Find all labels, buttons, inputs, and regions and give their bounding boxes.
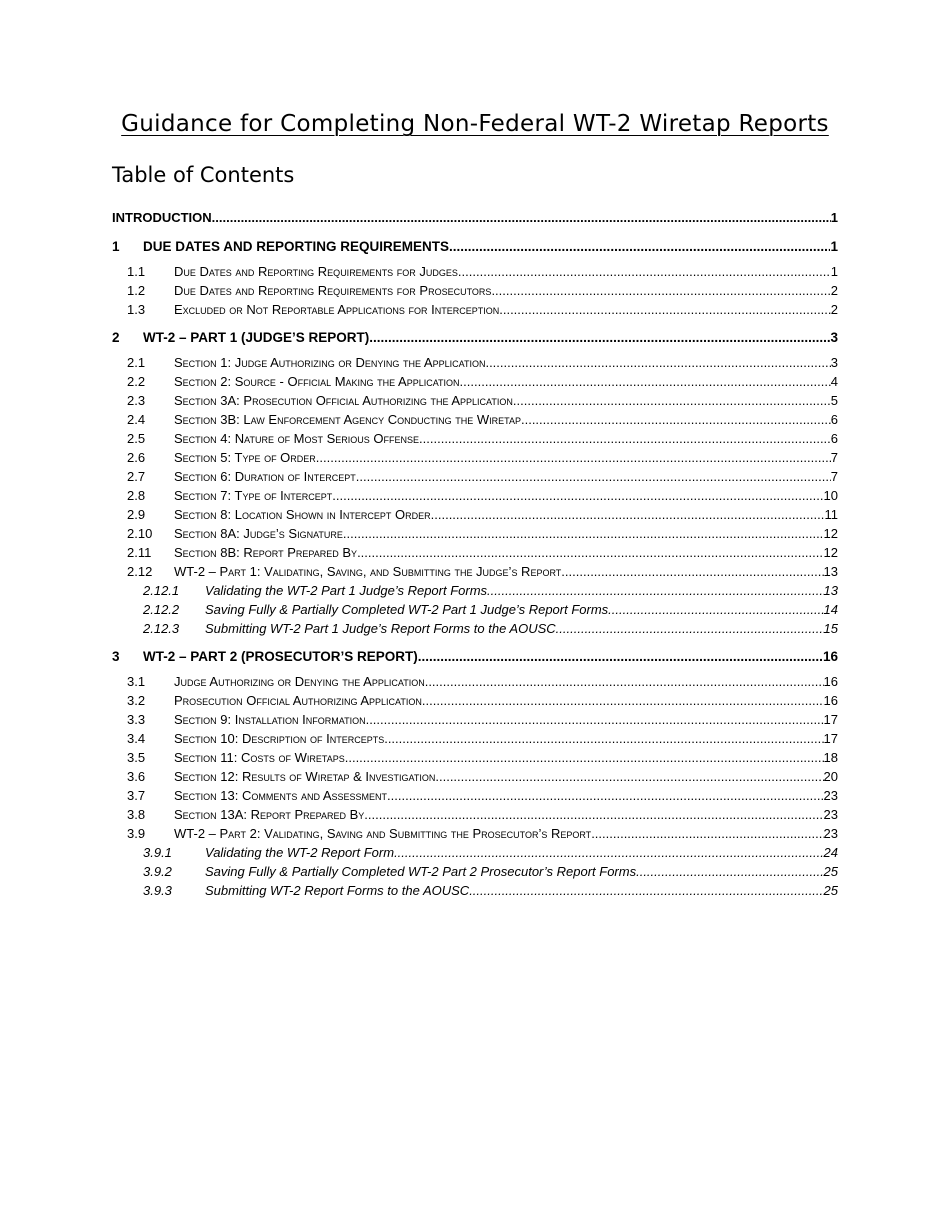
toc-entry-2-12[interactable]: [112, 562, 838, 581]
toc-entry-page: 7: [830, 469, 838, 484]
toc-entry-page: 23: [823, 826, 838, 841]
toc-entry-number: 1: [112, 239, 120, 254]
toc-entry-page: 13: [823, 583, 838, 598]
toc-entry-page: 3: [830, 355, 838, 370]
dot-leader: [591, 824, 823, 843]
toc-entry-number: 3.8: [127, 807, 146, 822]
toc-entry-3-4[interactable]: [112, 729, 838, 748]
toc-entry-section-3[interactable]: [112, 647, 838, 667]
toc-entry-page: 15: [823, 621, 838, 636]
toc-entry-2-1[interactable]: [112, 353, 838, 372]
toc-entry-title: Section 13A: Report Prepared By: [174, 807, 365, 822]
dot-leader: [332, 486, 823, 505]
toc-entry-2-12-1[interactable]: [112, 581, 838, 600]
toc-entry-number: 3.6: [127, 769, 146, 784]
toc-entry-page: 1: [830, 264, 838, 279]
dot-leader: [343, 524, 824, 543]
toc-entry-2-3[interactable]: [112, 391, 838, 410]
toc-entry-page: 16: [823, 693, 838, 708]
toc-entry-title: Prosecution Official Authorizing Application: [174, 693, 422, 708]
toc-entry-title: Section 9: Installation Information: [174, 712, 366, 727]
toc-entry-number: 2.12.1: [143, 583, 180, 598]
toc-entry-title: INTRODUCTION: [112, 210, 212, 225]
dot-leader: [345, 748, 824, 767]
toc-entry-page: 1: [830, 210, 838, 225]
toc-entry-title: WT-2 – PART 1 (JUDGE’S REPORT): [143, 330, 370, 345]
toc-entry-title: Section 5: Type of Order: [174, 450, 316, 465]
toc-entry-title: Section 8B: Report Prepared By: [174, 545, 358, 560]
toc-entry-title: Section 6: Duration of Intercept: [174, 469, 356, 484]
toc-entry-title: Section 11: Costs of Wiretaps: [174, 750, 345, 765]
toc-entry-number: 2.8: [127, 488, 146, 503]
toc-entry-page: 23: [823, 788, 838, 803]
toc-entry-title: Submitting WT-2 Part 1 Judge’s Report Forms to the AOUSC: [205, 621, 556, 636]
toc-entry-number: 2.12.3: [143, 621, 180, 636]
toc-entry-2-12-3[interactable]: [112, 619, 838, 638]
toc-entry-title: Section 3B: Law Enforcement Agency Conducting the Wiretap: [174, 412, 521, 427]
dot-leader: [513, 391, 831, 410]
toc-entry-title: Section 4: Nature of Most Serious Offense: [174, 431, 420, 446]
toc-entry-number: 3.9: [127, 826, 146, 841]
dot-leader: [449, 237, 830, 257]
dot-leader: [487, 581, 823, 600]
toc-entry-section-2[interactable]: [112, 328, 838, 348]
toc-entry-3-9[interactable]: [112, 824, 838, 843]
toc-entry-page: 2: [830, 302, 838, 317]
toc-entry-title: Section 3A: Prosecution Official Authorizing the Application: [174, 393, 513, 408]
toc-entry-2-4[interactable]: [112, 410, 838, 429]
toc-entry-3-5[interactable]: [112, 748, 838, 767]
toc-entry-page: 25: [823, 883, 838, 898]
toc-entry-2-8[interactable]: [112, 486, 838, 505]
toc-entry-3-9-2[interactable]: [112, 862, 838, 881]
toc-entry-page: 17: [823, 712, 838, 727]
dot-leader: [356, 467, 831, 486]
toc-entry-title: Due Dates and Reporting Requirements for Judges: [174, 264, 458, 279]
dot-leader: [394, 843, 823, 862]
toc-entry-title: Section 2: Source - Official Making the Application: [174, 374, 460, 389]
toc-entry-number: 3.2: [127, 693, 146, 708]
toc-entry-3-9-1[interactable]: [112, 843, 838, 862]
toc-entry-number: 3: [112, 649, 120, 664]
toc-entry-2-12-2[interactable]: [112, 600, 838, 619]
toc-entry-1-3[interactable]: [112, 300, 838, 319]
toc-entry-3-8[interactable]: [112, 805, 838, 824]
toc-entry-page: 4: [830, 374, 838, 389]
toc-entry-number: 3.4: [127, 731, 146, 746]
dot-leader: [435, 767, 823, 786]
dot-leader: [491, 281, 830, 300]
toc-entry-page: 16: [822, 649, 838, 664]
dot-leader: [384, 729, 823, 748]
toc-entry-number: 1.3: [127, 302, 146, 317]
dot-leader: [458, 262, 831, 281]
toc-entry-title: Judge Authorizing or Denying the Application: [174, 674, 425, 689]
toc-entry-3-1[interactable]: [112, 672, 838, 691]
dot-leader: [431, 505, 825, 524]
dot-leader: [369, 328, 830, 348]
toc-entry-number: 2.3: [127, 393, 146, 408]
toc-entry-page: 2: [830, 283, 838, 298]
toc-entry-page: 24: [823, 845, 838, 860]
dot-leader: [636, 862, 823, 881]
toc-entry-2-5[interactable]: [112, 429, 838, 448]
toc-entry-title: Validating the WT-2 Report Form: [205, 845, 395, 860]
toc-entry-title: WT-2 – Part 1: Validating, Saving, and Submitting the Judge’s Report: [174, 564, 562, 579]
toc-entry-2-10[interactable]: [112, 524, 838, 543]
toc-entry-number: 2.11: [127, 545, 152, 560]
toc-entry-page: 13: [823, 564, 838, 579]
toc-entry-number: 1.1: [127, 264, 146, 279]
toc-entry-page: 5: [830, 393, 838, 408]
toc-entry-page: 23: [823, 807, 838, 822]
dot-leader: [422, 691, 824, 710]
toc-entry-1-1[interactable]: [112, 262, 838, 281]
toc-entry-number: 2.7: [127, 469, 146, 484]
toc-entry-title: Section 1: Judge Authorizing or Denying the Application: [174, 355, 486, 370]
toc-entry-page: 14: [823, 602, 838, 617]
document-title-text: Guidance for Completing Non-Federal WT-2 Wiretap Reports: [121, 111, 829, 137]
toc-entry-title: Excluded or Not Reportable Applications for Interception: [174, 302, 500, 317]
toc-entry-page: 17: [823, 731, 838, 746]
toc-entry-title: WT-2 – Part 2: Validating, Saving and Submitting the Prosecutor’s Report: [174, 826, 592, 841]
table-of-contents: [112, 208, 838, 900]
toc-entry-title: Validating the WT-2 Part 1 Judge’s Report Forms: [205, 583, 488, 598]
dot-leader: [561, 562, 823, 581]
dot-leader: [357, 543, 823, 562]
toc-entry-3-2[interactable]: [112, 691, 838, 710]
toc-entry-title: Section 7: Type of Intercept: [174, 488, 333, 503]
toc-entry-number: 2.5: [127, 431, 146, 446]
toc-entry-page: 12: [823, 526, 838, 541]
toc-entry-3-6[interactable]: [112, 767, 838, 786]
toc-entry-title: WT-2 – PART 2 (PROSECUTOR’S REPORT): [143, 649, 418, 664]
dot-leader: [485, 353, 830, 372]
dot-leader: [469, 881, 823, 900]
toc-entry-title: DUE DATES AND REPORTING REQUIREMENTS: [143, 239, 450, 254]
toc-entry-page: 1: [830, 239, 838, 254]
dot-leader: [425, 672, 824, 691]
dot-leader: [499, 300, 831, 319]
dot-leader: [366, 710, 824, 729]
toc-entry-title: Saving Fully & Partially Completed WT-2 Part 2 Prosecutor’s Report Forms: [205, 864, 637, 879]
toc-entry-page: 6: [830, 412, 838, 427]
toc-entry-number: 2.12.2: [143, 602, 180, 617]
toc-entry-number: 2.2: [127, 374, 146, 389]
toc-entry-page: 12: [823, 545, 838, 560]
toc-entry-title: Submitting WT-2 Report Forms to the AOUSC: [205, 883, 470, 898]
dot-leader: [316, 448, 831, 467]
toc-entry-page: 6: [830, 431, 838, 446]
toc-entry-3-9-3[interactable]: [112, 881, 838, 900]
toc-entry-title: Section 10: Description of Intercepts: [174, 731, 385, 746]
toc-entry-title: Section 13: Comments and Assessment: [174, 788, 388, 803]
dot-leader: [608, 600, 823, 619]
toc-entry-number: 3.5: [127, 750, 146, 765]
toc-entry-title: Due Dates and Reporting Requirements for Prosecutors: [174, 283, 492, 298]
toc-entry-number: 3.1: [127, 674, 146, 689]
dot-leader: [364, 805, 823, 824]
toc-entry-page: 3: [830, 330, 838, 345]
toc-entry-number: 2.12: [127, 564, 153, 579]
toc-entry-page: 10: [823, 488, 838, 503]
dot-leader: [521, 410, 831, 429]
toc-entry-introduction[interactable]: [112, 208, 838, 228]
dot-leader: [460, 372, 831, 391]
dot-leader: [418, 647, 823, 667]
toc-entry-page: 18: [823, 750, 838, 765]
toc-entry-title: Section 12: Results of Wiretap & Investigation: [174, 769, 436, 784]
toc-entry-2-9[interactable]: [112, 505, 838, 524]
toc-entry-title: Section 8A: Judge’s Signature: [174, 526, 343, 541]
toc-entry-title: Saving Fully & Partially Completed WT-2 Part 1 Judge’s Report Forms: [205, 602, 609, 617]
dot-leader: [556, 619, 824, 638]
dot-leader: [419, 429, 831, 448]
toc-entry-number: 2.10: [127, 526, 153, 541]
document-title: [0, 111, 950, 137]
toc-entry-2-11[interactable]: [112, 543, 838, 562]
toc-entry-section-1[interactable]: [112, 237, 838, 257]
toc-entry-3-3[interactable]: [112, 710, 838, 729]
toc-entry-page: 7: [830, 450, 838, 465]
toc-entry-page: 25: [823, 864, 838, 879]
toc-entry-2-7[interactable]: [112, 467, 838, 486]
toc-entry-number: 2.9: [127, 507, 146, 522]
toc-entry-title: Section 8: Location Shown in Intercept Order: [174, 507, 431, 522]
dot-leader: [212, 208, 831, 228]
toc-entry-1-2[interactable]: [112, 281, 838, 300]
toc-entry-page: 16: [823, 674, 838, 689]
toc-entry-number: 2.4: [127, 412, 146, 427]
dot-leader: [387, 786, 823, 805]
toc-entry-page: 20: [823, 769, 838, 784]
toc-entry-number: 2.6: [127, 450, 146, 465]
toc-entry-number: 2.1: [127, 355, 146, 370]
toc-entry-number: 3.9.1: [143, 845, 172, 860]
toc-entry-number: 3.3: [127, 712, 146, 727]
toc-entry-number: 3.9.3: [143, 883, 172, 898]
toc-entry-number: 2: [112, 330, 120, 345]
toc-entry-page: 11: [824, 507, 838, 522]
toc-heading: Table of Contents: [112, 163, 295, 187]
toc-entry-2-2[interactable]: [112, 372, 838, 391]
toc-entry-number: 3.7: [127, 788, 146, 803]
toc-entry-number: 3.9.2: [143, 864, 172, 879]
toc-entry-number: 1.2: [127, 283, 146, 298]
toc-entry-3-7[interactable]: [112, 786, 838, 805]
toc-entry-2-6[interactable]: [112, 448, 838, 467]
